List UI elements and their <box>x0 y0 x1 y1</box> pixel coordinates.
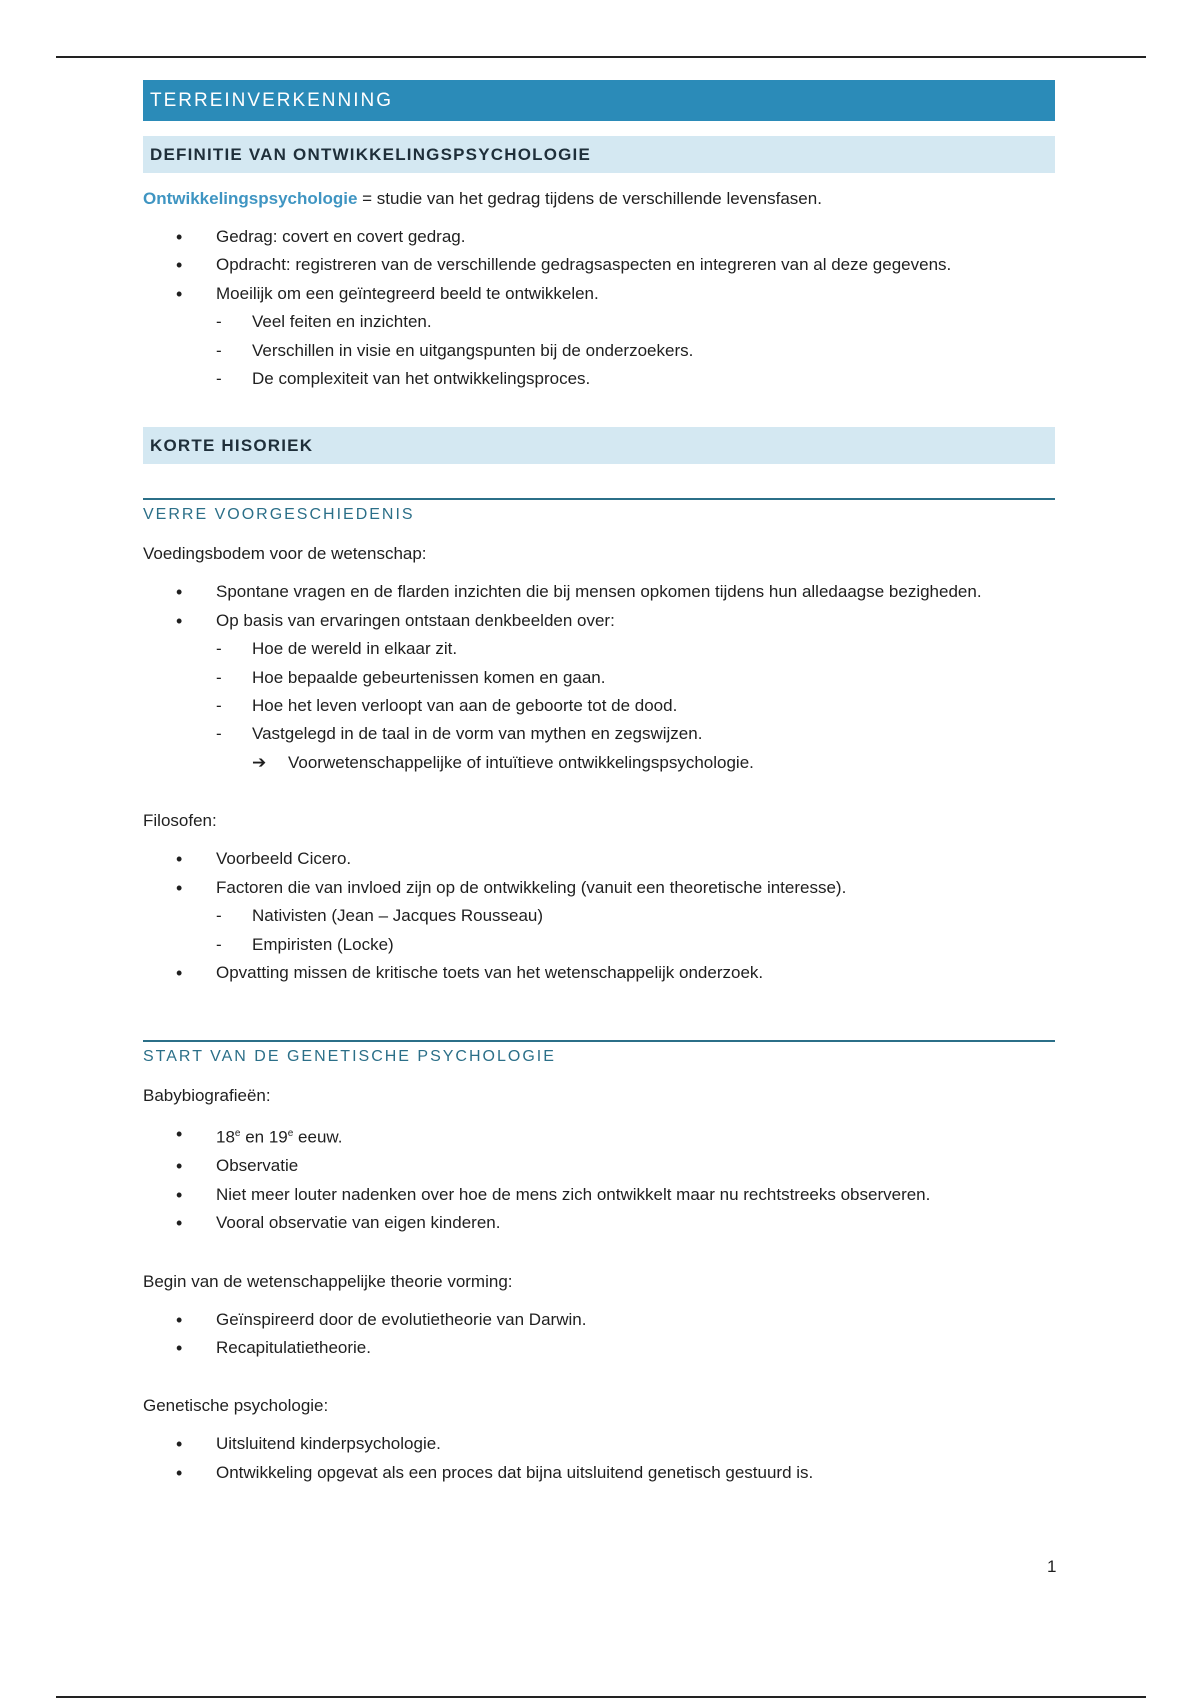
theory-list <box>143 1306 1055 1363</box>
sub-list-item: - Verschillen in visie en uitgangspunten bij de onderzoekers. <box>143 337 1055 365</box>
theory-intro: Begin van de wetenschappelijke theorie vorming: <box>143 1271 513 1291</box>
sub-list-item: - Empiristen (Locke) <box>143 931 1055 959</box>
list-item: • Geïnspireerd door de evolutietheorie van Darwin. <box>143 1306 1055 1334</box>
page-number: 1 <box>1047 1557 1057 1576</box>
heading-definitie: DEFINITIE VAN ONTWIKKELINGSPSYCHOLOGIE <box>143 136 1055 173</box>
philosophers-intro: Filosofen: <box>143 811 217 831</box>
list-item: • Opdracht: registreren van de verschillende gedragsaspecten en integreren van al deze gegevens. <box>143 251 1055 279</box>
list-item: • Moeilijk om een geïntegreerd beeld te ontwikkelen. <box>143 280 1055 308</box>
psych-list <box>143 1430 1055 1487</box>
list-item: • Op basis van ervaringen ontstaan denkbeelden over: <box>143 607 1055 635</box>
list-item: • Vooral observatie van eigen kinderen. <box>143 1209 1055 1237</box>
prehistory-list <box>143 578 1055 777</box>
list-item: • Recapitulatietheorie. <box>143 1334 1055 1362</box>
sub-list-item: - Hoe de wereld in elkaar zit. <box>143 635 1055 663</box>
heading-genetische-psychologie: START VAN DE GENETISCHE PSYCHOLOGIE <box>143 1040 1055 1074</box>
baby-list <box>143 1120 1055 1237</box>
philosophers-list <box>143 845 1055 987</box>
sub-list-item: - Veel feiten en inzichten. <box>143 308 1055 336</box>
definition-list <box>143 223 1055 393</box>
heading-korte-historiek: KORTE HISORIEK <box>143 427 1055 464</box>
list-item: • Voorbeeld Cicero. <box>143 845 1055 873</box>
psych-intro: Genetische psychologie: <box>143 1396 329 1416</box>
document-body <box>143 80 1055 1487</box>
conclusion-text: Voorwetenschappelijke of intuïtieve ontwikkelingspsychologie. <box>288 752 754 772</box>
baby-intro: Babybiografieën: <box>143 1086 271 1106</box>
century-end: eeuw. <box>293 1127 343 1147</box>
list-item: • Ontwikkeling opgevat als een proces dat bijna uitsluitend genetisch gestuurd is. <box>143 1459 1055 1487</box>
sub-list-item: - De complexiteit van het ontwikkelingsproces. <box>143 365 1055 393</box>
century-18: 18 <box>216 1127 235 1147</box>
definition-term: Ontwikkelingspsychologie <box>143 189 358 208</box>
list-item: • Opvatting missen de kritische toets van het wetenschappelijk onderzoek. <box>143 959 1055 987</box>
list-item: • Observatie <box>143 1152 1055 1180</box>
list-item <box>143 1120 1055 1152</box>
definition-text: = studie van het gedrag tijdens de verschillende levensfasen. <box>357 189 822 208</box>
sub-list-item: - Vastgelegd in de taal in de vorm van mythen en zegswijzen. <box>143 720 1055 748</box>
arrow-right-icon: ➔ <box>252 752 267 772</box>
definition-paragraph <box>143 185 1055 213</box>
century-19: en 19 <box>240 1127 288 1147</box>
conclusion-item <box>143 749 1055 777</box>
list-item: • Gedrag: covert en covert gedrag. <box>143 223 1055 251</box>
sub-list-item: - Hoe bepaalde gebeurtenissen komen en gaan. <box>143 664 1055 692</box>
ordinal-sup: e <box>234 1128 241 1140</box>
sub-list-item: - Hoe het leven verloopt van aan de geboorte tot de dood. <box>143 692 1055 720</box>
page-top-rule <box>56 56 1146 58</box>
page-bottom-rule <box>56 1696 1146 1698</box>
list-item: • Uitsluitend kinderpsychologie. <box>143 1430 1055 1458</box>
list-item: • Factoren die van invloed zijn op de ontwikkeling (vanuit een theoretische interesse). <box>143 874 1055 902</box>
list-item: • Niet meer louter nadenken over hoe de mens zich ontwikkelt maar nu rechtstreeks observeren. <box>143 1181 1055 1209</box>
heading-verre-voorgeschiedenis: VERRE VOORGESCHIEDENIS <box>143 498 1055 532</box>
prehistory-intro: Voedingsbodem voor de wetenschap: <box>143 544 427 564</box>
heading-terreinverkenning: TERREINVERKENNING <box>143 80 1055 121</box>
list-item: • Spontane vragen en de flarden inzichten die bij mensen opkomen tijdens hun alledaagse bezigheden. <box>143 578 1055 606</box>
ordinal-sup: e <box>287 1128 294 1140</box>
sub-list-item: - Nativisten (Jean – Jacques Rousseau) <box>143 902 1055 930</box>
